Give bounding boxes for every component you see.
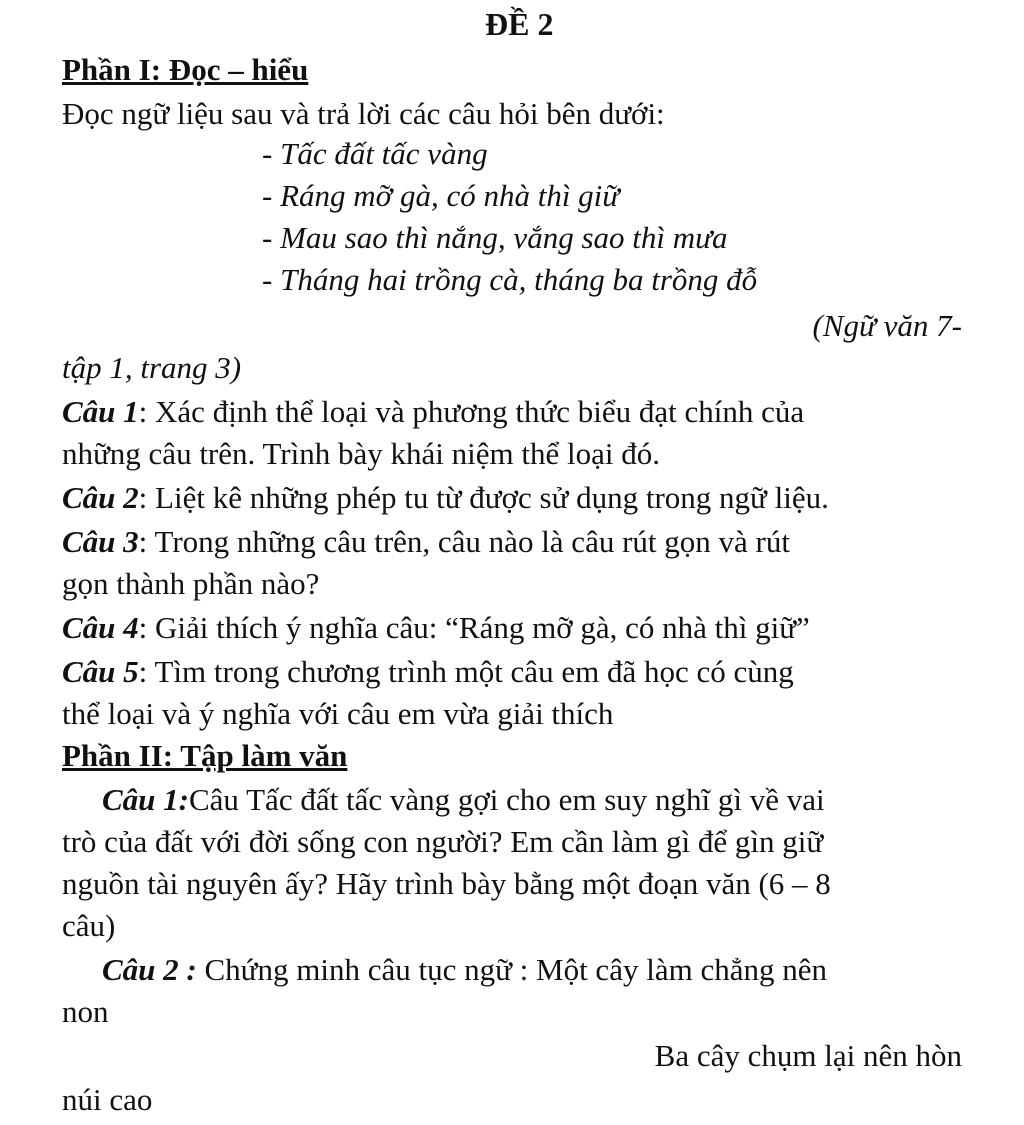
essay-question-2-continued: non — [62, 994, 109, 1029]
part1-instruction: Đọc ngữ liệu sau và trả lời các câu hỏi bên dưới: — [62, 96, 665, 131]
essay-question-2-text: Chứng minh câu tục ngữ : Một cây làm chẳng nên — [196, 952, 827, 987]
part1-heading: Phần I: Đọc – hiểu — [62, 52, 309, 87]
essay-question-1 — [102, 784, 825, 815]
verse-line: - Tháng hai trồng cà, tháng ba trồng đỗ — [262, 262, 758, 297]
essay-question-1-continued: nguồn tài nguyên ấy? Hãy trình bày bằng một đoạn văn (6 – 8 — [62, 866, 831, 901]
question-1-label: Câu 1 — [62, 394, 139, 429]
essay-question-1-text: Câu Tấc đất tấc vàng gợi cho em suy nghĩ gì về vai — [189, 782, 825, 817]
question-2-text: : Liệt kê những phép tu từ được sử dụng trong ngữ liệu. — [138, 480, 829, 515]
question-4-text: : Giải thích ý nghĩa câu: “Ráng mỡ gà, có nhà thì giữ” — [138, 610, 810, 645]
essay-question-1-continued: trò của đất với đời sống con người? Em cần làm gì để gìn giữ — [62, 824, 824, 859]
verse-line: - Ráng mỡ gà, có nhà thì giữ — [262, 178, 620, 213]
proverb-second-line: Ba cây chụm lại nên hòn — [654, 1038, 962, 1073]
essay-question-1-label: Câu 1: — [102, 782, 189, 817]
question-5-label: Câu 5 — [62, 654, 139, 689]
question-5-text: : Tìm trong chương trình một câu em đã học có cùng — [138, 654, 794, 689]
source-citation: (Ngữ văn 7- — [812, 308, 962, 343]
question-3-label: Câu 3 — [62, 524, 139, 559]
question-5 — [62, 656, 794, 687]
source-citation-continued: tập 1, trang 3) — [62, 350, 242, 385]
question-3 — [62, 526, 790, 557]
question-4 — [62, 612, 810, 643]
verse-line: - Tấc đất tấc vàng — [262, 136, 488, 171]
essay-question-1-continued: câu) — [62, 908, 116, 943]
essay-question-2-label: Câu 2 : — [102, 952, 197, 987]
question-5-continued: thể loại và ý nghĩa với câu em vừa giải thích — [62, 696, 614, 731]
question-1-text: : Xác định thể loại và phương thức biểu đạt chính của — [138, 394, 805, 429]
question-3-continued: gọn thành phần nào? — [62, 566, 320, 601]
verse-line: - Mau sao thì nắng, vắng sao thì mưa — [262, 220, 728, 255]
question-1-continued: những câu trên. Trình bày khái niệm thể loại đó. — [62, 436, 660, 471]
proverb-second-line-continued: núi cao — [62, 1082, 153, 1117]
question-1 — [62, 396, 962, 427]
question-3-text: : Trong những câu trên, câu nào là câu rút gọn và rút — [138, 524, 790, 559]
question-2-label: Câu 2 — [62, 480, 139, 515]
question-4-label: Câu 4 — [62, 610, 139, 645]
essay-question-2 — [102, 954, 827, 985]
question-2 — [62, 482, 829, 513]
document-title: ĐỀ 2 — [485, 6, 554, 42]
part2-heading: Phần II: Tập làm văn — [62, 738, 348, 773]
